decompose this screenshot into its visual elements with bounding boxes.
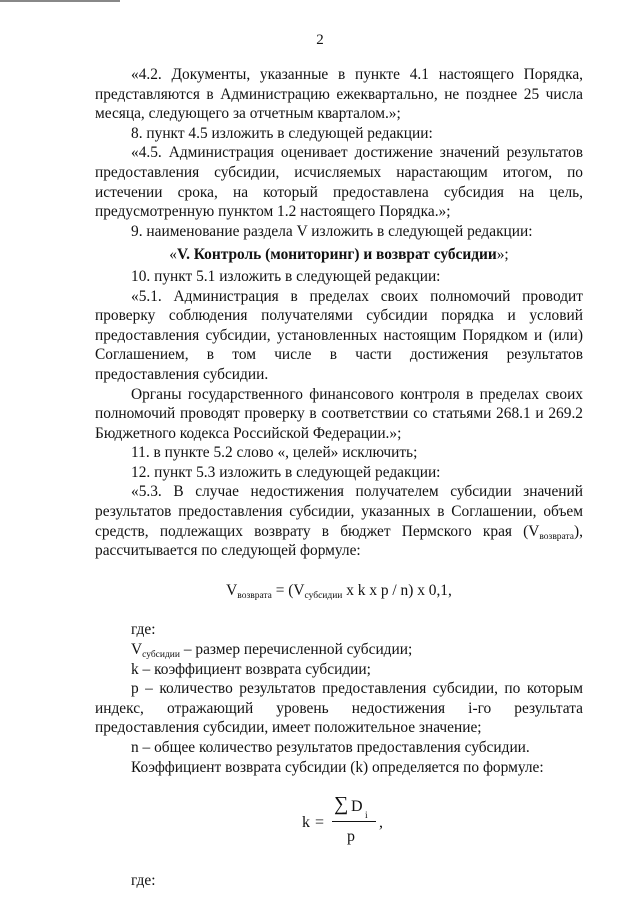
- formula1-v: V: [226, 581, 238, 599]
- formula1-mid: = (V: [271, 581, 305, 599]
- paragraph-5-3: [95, 482, 583, 560]
- paragraph-item-9: 9. наименование раздела V изложить в следующей редакции:: [131, 222, 533, 240]
- section-heading: [95, 245, 583, 265]
- paragraph-4-5: «4.5. Администрация оценивает достижение значений результатов предоставления субсидии, исчисляемых нарастающим итогом, по истечении срока, на который предоставлена субсидия на цель, предусмотренную пунктом 1.2 настоящего Порядка.»;: [95, 144, 583, 221]
- paragraph-control-organs: Органы государственного финансового контроля в пределах своих полномочий проводят проверку в соответствии со статьями 268.1 и 269.2 Бюджетного кодекса Российской Федерации.»;: [95, 385, 583, 442]
- definition-n: n – общее количество результатов предоставления субсидии.: [131, 739, 530, 756]
- heading-quote-close: »;: [496, 246, 509, 264]
- page-number: 2: [316, 32, 324, 48]
- formula2-d-sub: i: [365, 811, 368, 822]
- formula2-p: p: [347, 828, 355, 846]
- paragraph-item-12: 12. пункт 5.3 изложить в следующей редакции:: [131, 463, 441, 481]
- formula2-d: D: [351, 798, 363, 816]
- paragraph-4-2: «4.2. Документы, указанные в пункте 4.1 настоящего Порядка, представляются в Администрацию ежеквартально, не позднее 25 числа месяца, следующего за отчетным кварталом.»;: [95, 66, 583, 123]
- formula2-k: k: [302, 814, 310, 832]
- def-v-main: V: [131, 641, 143, 659]
- heading-quote-open: «: [169, 246, 177, 264]
- definition-p: p – количество результатов предоставления субсидии, по которым индекс, отражающий уровень недостижения i-го результата предоставления субсидии, имеет положительное значение;: [95, 680, 583, 737]
- paragraph-item-11: 11. в пункте 5.2 слово «, целей» исключить;: [131, 444, 418, 462]
- heading-bold-text: V. Контроль (мониторинг) и возврат субсидии: [176, 246, 497, 264]
- where-label-2: где:: [131, 872, 156, 890]
- paragraph-5-3-main: «5.3. В случае недостижения получателем субсидии значений результатов предоставления субсидии, указанных в Соглашении, объем средств, подлежащих возврату в бюджет Пермского края (V: [95, 483, 583, 540]
- coefficient-intro: Коэффициент возврата субсидии (k) определяется по формуле:: [131, 758, 544, 776]
- paragraph-5-3-end: ), рассчитывается по следующей формуле:: [95, 522, 583, 560]
- def-v-sub: субсидии: [142, 650, 180, 661]
- paragraph-5-3-sub: возврата: [539, 531, 575, 542]
- paragraph-item-8: 8. пункт 4.5 изложить в следующей редакции:: [131, 124, 433, 142]
- document-body: [95, 65, 583, 891]
- where-label-1: где:: [131, 621, 156, 639]
- formula1-rest: x k x p / n) x 0,1,: [342, 581, 452, 599]
- definition-k: k – коэффициент возврата субсидии;: [131, 660, 371, 678]
- formula2-fraction-line: [332, 821, 376, 822]
- formula1-mid-sub: субсидии: [304, 590, 343, 601]
- formula-v-return: [95, 581, 583, 601]
- def-v-rest: – размер перечисленной субсидии;: [179, 641, 413, 659]
- formula2-sum-symbol: ∑: [334, 793, 349, 816]
- paragraph-item-10: 10. пункт 5.1 изложить в следующей редакции:: [131, 267, 441, 285]
- top-rule: [0, 0, 120, 2]
- formula-k: [95, 795, 583, 859]
- formula2-equals: =: [315, 814, 325, 832]
- paragraph-5-1: «5.1. Администрация в пределах своих полномочий проводит проверку соблюдения получателями субсидии порядка и условий предоставления субсидии, установленных настоящим Порядком и (или) Соглашением, в том числе в части достижения результатов предоставления субсидии.: [95, 287, 583, 383]
- formula1-v-sub: возврата: [237, 590, 272, 601]
- definition-v-subsidy: [95, 640, 583, 660]
- formula2-comma: ,: [379, 814, 383, 832]
